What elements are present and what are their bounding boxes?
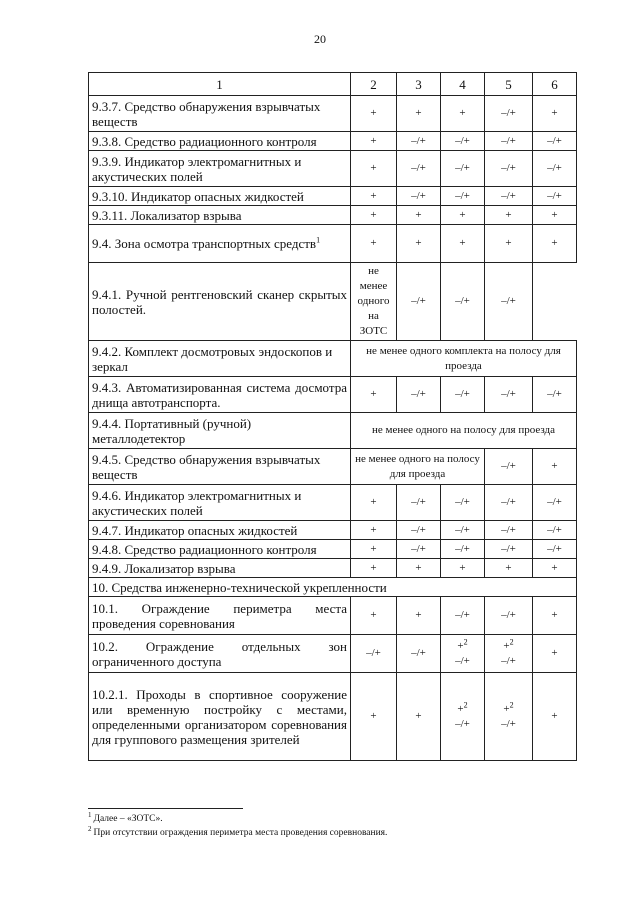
row-name: 9.4.9. Локализатор взрыва — [89, 559, 351, 578]
row-name-text: 9.4. Зона осмотра транспортных средств — [92, 236, 317, 251]
cell-value: + — [397, 673, 441, 761]
table-row — [89, 521, 577, 540]
table-row — [89, 540, 577, 559]
cell-value: + — [533, 225, 577, 263]
row-name: 9.4.2. Комплект досмотровых эндоскопов и зеркал — [89, 341, 351, 377]
row-name: 10.1. Ограждение периметра места проведения соревнования — [89, 597, 351, 635]
cell-value: –/+ — [533, 132, 577, 151]
row-name: 9.4.5. Средство обнаружения взрывчатых веществ — [89, 449, 351, 485]
cell-value: + — [351, 225, 397, 263]
header-cell: 6 — [533, 73, 577, 96]
footnotes — [88, 812, 387, 840]
cell-value: –/+ — [397, 485, 441, 521]
cell-value: –/+ — [397, 377, 441, 413]
header-cell: 5 — [485, 73, 533, 96]
cell-value: –/+ — [441, 151, 485, 187]
section-title: 10. Средства инженерно-технической укрепленности — [89, 578, 577, 597]
row-name: 9.3.10. Индикатор опасных жидкостей — [89, 187, 351, 206]
footnote-ref: 2 — [463, 636, 468, 646]
table-header-row — [89, 73, 577, 96]
merged-note: не менее одного на ЗОТС — [351, 263, 397, 341]
cell-value: –/+ — [397, 635, 441, 673]
cell-value: + — [533, 449, 577, 485]
row-name: 9.4.8. Средство радиационного контроля — [89, 540, 351, 559]
table-row — [89, 485, 577, 521]
header-cell: 3 — [397, 73, 441, 96]
cell-value: –/+ — [397, 540, 441, 559]
footnote-number: 2 — [88, 824, 92, 833]
cell-value — [441, 673, 485, 761]
cell-value: + — [485, 225, 533, 263]
footnote-ref: 2 — [509, 636, 514, 646]
cell-value: + — [351, 132, 397, 151]
cell-value: –/+ — [485, 187, 533, 206]
cell-value: –/+ — [441, 485, 485, 521]
row-name: 9.4.6. Индикатор электромагнитных и акустических полей — [89, 485, 351, 521]
cell-value: + — [533, 206, 577, 225]
cell-value: –/+ — [485, 597, 533, 635]
footnote-number: 1 — [88, 810, 92, 819]
cell-value: –/+ — [441, 377, 485, 413]
cell-value: –/+ — [533, 151, 577, 187]
table-row — [89, 187, 577, 206]
cell-value — [485, 673, 533, 761]
cell-line — [444, 699, 481, 717]
header-cell: 4 — [441, 73, 485, 96]
cell-value: + — [351, 377, 397, 413]
cell-value: –/+ — [397, 187, 441, 206]
cell-value-top: + — [457, 702, 464, 715]
cell-value: –/+ — [441, 521, 485, 540]
footnote-2 — [88, 826, 387, 840]
row-name: 9.3.7. Средство обнаружения взрывчатых веществ — [89, 96, 351, 132]
cell-value: –/+ — [485, 132, 533, 151]
cell-value: + — [351, 597, 397, 635]
row-name: 9.4.4. Портативный (ручной) металлодетектор — [89, 413, 351, 449]
footnote-ref: 1 — [316, 235, 321, 245]
cell-value-bottom: –/+ — [455, 654, 470, 667]
row-name — [89, 225, 351, 263]
table-row — [89, 225, 577, 263]
cell-value: + — [351, 187, 397, 206]
cell-value: + — [351, 673, 397, 761]
cell-value: –/+ — [533, 485, 577, 521]
cell-value: + — [485, 559, 533, 578]
table-row — [89, 341, 577, 377]
cell-value: + — [351, 521, 397, 540]
cell-value: –/+ — [485, 449, 533, 485]
cell-value: –/+ — [485, 151, 533, 187]
cell-value: –/+ — [485, 377, 533, 413]
cell-value: –/+ — [485, 521, 533, 540]
cell-value — [441, 635, 485, 673]
cell-value: + — [397, 206, 441, 225]
cell-value: –/+ — [397, 151, 441, 187]
cell-value: –/+ — [441, 263, 485, 341]
header-cell: 1 — [89, 73, 351, 96]
row-name: 9.4.1. Ручной рентгеновский сканер скрытых полостей. — [89, 263, 351, 341]
table-row — [89, 635, 577, 673]
cell-value: + — [397, 96, 441, 132]
table-row — [89, 597, 577, 635]
cell-value: + — [441, 225, 485, 263]
equipment-table — [88, 72, 577, 761]
cell-value: + — [441, 206, 485, 225]
table-row — [89, 263, 577, 341]
cell-value: –/+ — [485, 96, 533, 132]
cell-value: –/+ — [441, 540, 485, 559]
table-row — [89, 413, 577, 449]
cell-value: + — [397, 225, 441, 263]
row-name: 9.3.8. Средство радиационного контроля — [89, 132, 351, 151]
cell-value: + — [351, 559, 397, 578]
cell-value: + — [351, 206, 397, 225]
table-row — [89, 559, 577, 578]
cell-value: –/+ — [533, 521, 577, 540]
table-row — [89, 449, 577, 485]
cell-value: + — [533, 597, 577, 635]
cell-value: –/+ — [533, 540, 577, 559]
table-row — [89, 377, 577, 413]
header-cell: 2 — [351, 73, 397, 96]
row-name: 9.3.11. Локализатор взрыва — [89, 206, 351, 225]
cell-value: + — [533, 96, 577, 132]
table-row — [89, 96, 577, 132]
cell-value: + — [397, 597, 441, 635]
cell-value: + — [533, 559, 577, 578]
cell-value: –/+ — [533, 187, 577, 206]
page-number: 20 — [314, 32, 326, 46]
cell-value: –/+ — [485, 540, 533, 559]
cell-value: –/+ — [397, 263, 441, 341]
table-row — [89, 132, 577, 151]
row-name: 10.2. Ограждение отдельных зон ограниченного доступа — [89, 635, 351, 673]
cell-value: –/+ — [485, 485, 533, 521]
row-name: 9.4.3. Автоматизированная система досмотра днища автотранспорта. — [89, 377, 351, 413]
footnote-divider — [88, 808, 243, 809]
cell-line — [488, 699, 529, 717]
cell-value: –/+ — [351, 635, 397, 673]
cell-value: + — [351, 151, 397, 187]
cell-value: + — [351, 485, 397, 521]
table-row — [89, 673, 577, 761]
cell-line — [488, 636, 529, 654]
cell-value-top: + — [503, 702, 510, 715]
cell-value: + — [441, 96, 485, 132]
cell-value: –/+ — [441, 132, 485, 151]
footnote-ref: 2 — [463, 699, 468, 709]
row-name: 9.3.9. Индикатор электромагнитных и акустических полей — [89, 151, 351, 187]
cell-value-bottom: –/+ — [501, 717, 516, 730]
merged-note: не менее одного комплекта на полосу для проезда — [351, 341, 577, 377]
footnote-ref: 2 — [509, 699, 514, 709]
cell-value: + — [441, 559, 485, 578]
cell-value: –/+ — [485, 263, 533, 341]
section-row — [89, 578, 577, 597]
row-name: 9.4.7. Индикатор опасных жидкостей — [89, 521, 351, 540]
cell-value-bottom: –/+ — [501, 654, 516, 667]
merged-note: не менее одного на полосу для проезда — [351, 449, 485, 485]
cell-value: –/+ — [397, 521, 441, 540]
cell-value: + — [533, 635, 577, 673]
cell-value-top: + — [503, 639, 510, 652]
cell-line — [444, 636, 481, 654]
cell-value: –/+ — [533, 377, 577, 413]
cell-value: + — [533, 673, 577, 761]
footnote-text: Далее – «ЗОТС». — [93, 814, 163, 824]
cell-value: + — [397, 559, 441, 578]
footnote-1 — [88, 812, 387, 826]
table-row — [89, 206, 577, 225]
table-row — [89, 151, 577, 187]
cell-value: –/+ — [397, 132, 441, 151]
merged-note: не менее одного на полосу для проезда — [351, 413, 577, 449]
cell-value — [485, 635, 533, 673]
cell-value: + — [351, 96, 397, 132]
cell-value-top: + — [457, 639, 464, 652]
cell-value: –/+ — [441, 597, 485, 635]
footnote-text: При отсутствии ограждения периметра места проведения соревнования. — [93, 828, 388, 838]
row-name: 10.2.1. Проходы в спортивное сооружение или временную постройку с местами, определенными организатором соревнования для группового размещения зрителей — [89, 673, 351, 761]
cell-value-bottom: –/+ — [455, 717, 470, 730]
cell-value: –/+ — [441, 187, 485, 206]
cell-value: + — [351, 540, 397, 559]
cell-value: + — [485, 206, 533, 225]
